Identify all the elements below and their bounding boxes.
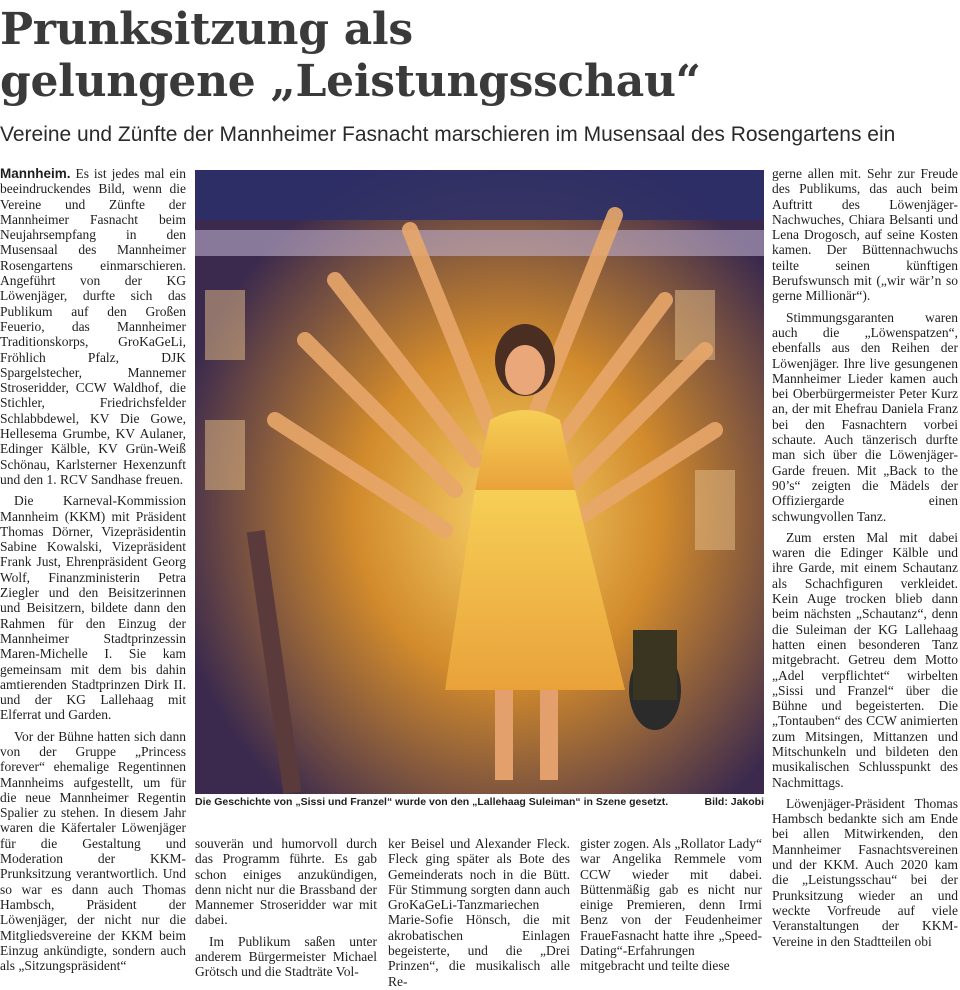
article-column-5 <box>772 166 958 949</box>
paragraph-8: gerne allen mit. Sehr zur Freude des Publikums, das auch beim Auftritt des Löwenjäger-Nachwuches, Chiara Belsanti und Lena Drogosch, auf seine Kosten kamen. Der Büttennachwuchs teilte seinen künftigen Berufswunsch mit („wir wär’n so gerne Millionär“). <box>772 166 958 304</box>
headline-line-1: Prunksitzung als <box>0 4 413 55</box>
stage-photo-illustration <box>195 170 764 794</box>
dateline: Mannheim. <box>0 166 71 181</box>
paragraph-5: Im Publikum saßen unter anderem Bürgermeister Michael Grötsch und die Stadträte Vol- <box>195 933 377 980</box>
paragraph-7: gister zogen. Als „Rollator Lady“ war Angelika Remmele vom CCW wieder mit dabei. Büttenmäßig gab es nicht nur einige Premieren, denn Irmi Benz von der Feudenheimer FraueFasnacht hatte ihre „Speed-Dating“-Erfahrungen mitgebracht und teilte diese <box>580 836 762 974</box>
article-column-2 <box>195 836 377 980</box>
photo-credit: Bild: Jakobi <box>704 796 764 808</box>
paragraph-11: Löwenjäger-Präsident Thomas Hambsch bedankte sich am Ende bei allen Mitwirkenden, den Mannheimer Fasnachtsvereinen und der KKM. Auch 2020 kam die „Leistungsschau“ bei der Prunksitzung wieder an und weckte Vorfreude auf viele Veranstaltungen der KKM-Vereine in den Stadtteilen obi <box>772 795 958 949</box>
paragraph-10: Zum ersten Mal mit dabei waren die Edinger Kälble und ihre Garde, mit einem Schautanz als Schachfiguren verkleidet. Kein Auge trocken blieb dann beim nächsten „Schautanz“, denn die Suleiman der KG Lallehaag hatten einen besonderen Tanz mitgebracht. Getreu dem Motto „Adel verpflichtet“ wirbelten „Sissi und Franzel“ über die Bühne und begeisterten. Die „Tontauben“ des CCW animierten zum Mitsingen, Mittanzen und Mitschunkeln und bildeten den musikalischen Schlusspunkt des Nachmittags. <box>772 529 958 790</box>
headline-line-2: gelungene „Leistungsschau“ <box>0 56 701 107</box>
caption-text: Die Geschichte von „Sissi und Franzel“ wurde von den „Lallehaag Suleiman“ in Szene gesetzt. <box>195 796 669 808</box>
paragraph-9: Stimmungsgaranten waren auch die „Löwenspatzen“, ebenfalls aus den Reihen der Löwenjäger. Ihre live gesungenen Mannheimer Lieder kamen auch bei Oberbürgermeister Peter Kurz an, der mit Ehefrau Daniela Franz bei den Fasnachtern vorbei schaute. Auch tänzerisch durfte man sich über die Löwenjäger-Garde freuen. Mit „Back to the 90’s“ zeigten die Mädels der Offiziergarde einen schwungvollen Tanz. <box>772 309 958 524</box>
paragraph-4: souverän und humorvoll durch das Programm führte. Es gab schon einiges anzukündigen, denn nicht nur die Brassband der Mannemer Stroseridder war mit dabei. <box>195 836 377 928</box>
paragraph-2: Die Karneval-Kommission Mannheim (KKM) mit Präsident Thomas Dörner, Vizepräsidentin Sabine Kowalski, Vizepräsident Frank Just, Ehrenpräsident Georg Wolf, Finanzministerin Petra Ziegler und den Beisitzerinnen und Beisitzern, bildete dann den Rahmen für den Einzug der Mannheimer Stadtprinzessin Maren-Michelle I. Sie kam gemeinsam mit dem bis dahin amtierenden Stadtprinzen Dirk II. und der KG Lallehaag mit Elferrat und Garden. <box>0 493 186 723</box>
photo-caption <box>195 796 764 814</box>
article-column-3 <box>388 836 570 989</box>
paragraph-6: ker Beisel und Alexander Fleck. Fleck ging später als Bote des Gemeinderats noch in die Bütt. Für Stimmung sorgten dann auch GroKaGeLi-Tanzmariechen Marie-Sofie Hönsch, die mit akrobatischen Einlagen begeisterte, und die „Drei Prinzen“, die musikalisch alle Re- <box>388 836 570 989</box>
article-column-4 <box>580 836 762 974</box>
paragraph-1 <box>0 166 186 487</box>
article-subheadline: Vereine und Zünfte der Mannheimer Fasnacht marschieren im Musensaal des Rosengartens ein <box>0 123 896 146</box>
article-photo <box>195 170 764 794</box>
paragraph-1-text: Es ist jedes mal ein beeindruckendes Bild, wenn die Vereine und Zünfte der Mannheimer Fasnacht beim Neujahrsempfang in den Musensaal des Mannheimer Rosengartens einmarschieren. Angeführt von der KG Löwenjäger, durfte sich das Publikum auf den Großen Feuerio, das Mannheimer Traditionskorps, GroKaGeLi, Fröhlich Pfalz, DJK Spargelstecher, Mannemer Stroseridder, CCW Waldhof, die Stichler, Friedrichsfelder Schlabbdewel, KV Die Gowe, Hellesema Grumbe, KV Aulaner, Edinger Kälble, KV Grün-Weiß Schönau, Karlsterner Hexenzunft und den 1. RCV Sandhase freuen. <box>0 166 186 487</box>
paragraph-3: Vor der Bühne hatten sich dann von der Gruppe „Princess forever“ ehemalige Regentinnen Mannheims aufgestellt, um für die neue Mannheimer Regentin Spalier zu stehen. In diesem Jahr waren die Käfertaler Löwenjäger für die Gestaltung und Moderation der KKM-Prunksitzung verantwortlich. Und so war es dann auch Thomas Hambsch, Präsident der Löwenjäger, der nicht nur die Mitgliedsvereine der KKM beim Einzug ankündigte, sondern auch als „Sitzungspräsident“ <box>0 728 186 974</box>
article-headline <box>0 4 960 108</box>
article-column-1 <box>0 166 186 973</box>
